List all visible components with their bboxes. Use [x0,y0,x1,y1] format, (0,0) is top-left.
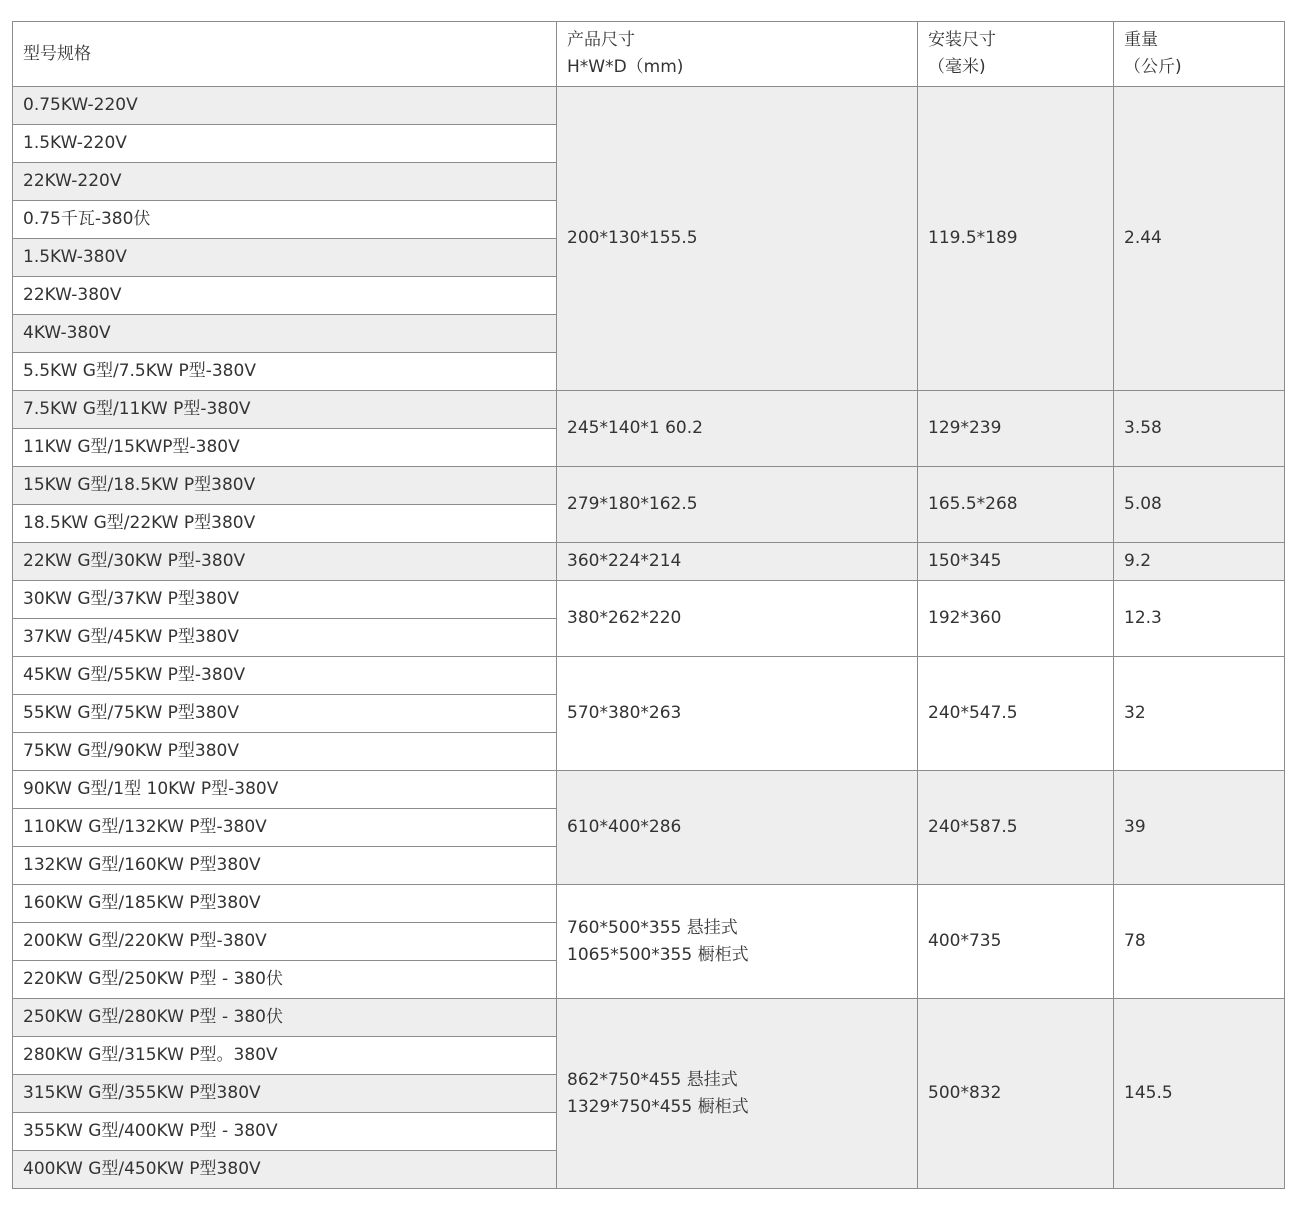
dims-line: 200*130*155.5 [567,228,698,248]
model-cell: 90KW G型/1型 10KW P型-380V [13,771,557,809]
model-cell: 22KW-380V [13,277,557,315]
model-cell: 132KW G型/160KW P型380V [13,847,557,885]
dims-line: 245*140*1 60.2 [567,418,703,438]
model-cell: 220KW G型/250KW P型 - 380伏 [13,961,557,999]
dims-line: 380*262*220 [567,608,682,628]
table-row [13,391,1285,429]
header-dims [557,22,918,87]
model-cell: 5.5KW G型/7.5KW P型-380V [13,353,557,391]
table-row [13,467,1285,505]
model-cell: 45KW G型/55KW P型-380V [13,657,557,695]
model-cell: 30KW G型/37KW P型380V [13,581,557,619]
model-cell: 4KW-380V [13,315,557,353]
table-row [13,999,1285,1037]
dims-line: 862*750*455 悬挂式 [567,1069,738,1090]
weight-cell: 12.3 [1114,581,1285,657]
dims-cell [557,657,918,771]
weight-cell: 3.58 [1114,391,1285,467]
header-model-label: 型号规格 [23,43,91,64]
header-install-line1: 安装尺寸 [928,30,996,50]
model-cell: 315KW G型/355KW P型380V [13,1075,557,1113]
table-row [13,87,1285,125]
header-weight-line1: 重量 [1124,30,1158,50]
header-dims-line1: 产品尺寸 [567,30,635,50]
weight-cell: 2.44 [1114,87,1285,391]
model-cell: 280KW G型/315KW P型。380V [13,1037,557,1075]
spec-table [12,21,1285,1189]
model-cell: 110KW G型/132KW P型-380V [13,809,557,847]
model-cell: 355KW G型/400KW P型 - 380V [13,1113,557,1151]
model-cell: 1.5KW-380V [13,239,557,277]
model-cell: 7.5KW G型/11KW P型-380V [13,391,557,429]
weight-cell: 78 [1114,885,1285,999]
model-cell: 250KW G型/280KW P型 - 380伏 [13,999,557,1037]
model-cell: 22KW G型/30KW P型-380V [13,543,557,581]
model-cell: 200KW G型/220KW P型-380V [13,923,557,961]
weight-cell: 39 [1114,771,1285,885]
table-row [13,885,1285,923]
install-cell: 192*360 [918,581,1114,657]
model-cell: 11KW G型/15KWP型-380V [13,429,557,467]
model-cell: 37KW G型/45KW P型380V [13,619,557,657]
dims-line: 610*400*286 [567,817,682,837]
dims-line: 279*180*162.5 [567,494,698,514]
dims-line: 360*224*214 [567,551,682,571]
dims-cell [557,771,918,885]
spec-table-container [12,21,1285,1189]
dims-cell [557,467,918,543]
weight-cell: 5.08 [1114,467,1285,543]
model-cell: 18.5KW G型/22KW P型380V [13,505,557,543]
header-install [918,22,1114,87]
header-weight [1114,22,1285,87]
dims-cell [557,543,918,581]
install-cell: 129*239 [918,391,1114,467]
model-cell: 0.75KW-220V [13,87,557,125]
install-cell: 240*587.5 [918,771,1114,885]
table-row [13,543,1285,581]
header-model [13,22,557,87]
weight-cell: 32 [1114,657,1285,771]
model-cell: 75KW G型/90KW P型380V [13,733,557,771]
install-cell: 500*832 [918,999,1114,1189]
dims-line: 1065*500*355 橱柜式 [567,944,749,965]
header-dims-line2: H*W*D（mm) [567,57,684,77]
model-cell: 55KW G型/75KW P型380V [13,695,557,733]
dims-cell [557,87,918,391]
install-cell: 165.5*268 [918,467,1114,543]
dims-cell [557,999,918,1189]
model-cell: 160KW G型/185KW P型380V [13,885,557,923]
dims-cell [557,391,918,467]
model-cell: 0.75千瓦-380伏 [13,201,557,239]
model-cell: 15KW G型/18.5KW P型380V [13,467,557,505]
model-cell: 400KW G型/450KW P型380V [13,1151,557,1189]
model-cell: 1.5KW-220V [13,125,557,163]
install-cell: 119.5*189 [918,87,1114,391]
table-row [13,657,1285,695]
install-cell: 240*547.5 [918,657,1114,771]
model-cell: 22KW-220V [13,163,557,201]
dims-cell [557,581,918,657]
dims-line: 760*500*355 悬挂式 [567,917,738,938]
dims-cell [557,885,918,999]
dims-line: 1329*750*455 橱柜式 [567,1096,749,1117]
dims-line: 570*380*263 [567,703,682,723]
install-cell: 400*735 [918,885,1114,999]
table-row [13,581,1285,619]
weight-cell: 9.2 [1114,543,1285,581]
install-cell: 150*345 [918,543,1114,581]
weight-cell: 145.5 [1114,999,1285,1189]
header-weight-line2: （公斤) [1124,57,1182,77]
table-row [13,771,1285,809]
header-row [13,22,1285,87]
header-install-line2: （毫米) [928,57,986,77]
